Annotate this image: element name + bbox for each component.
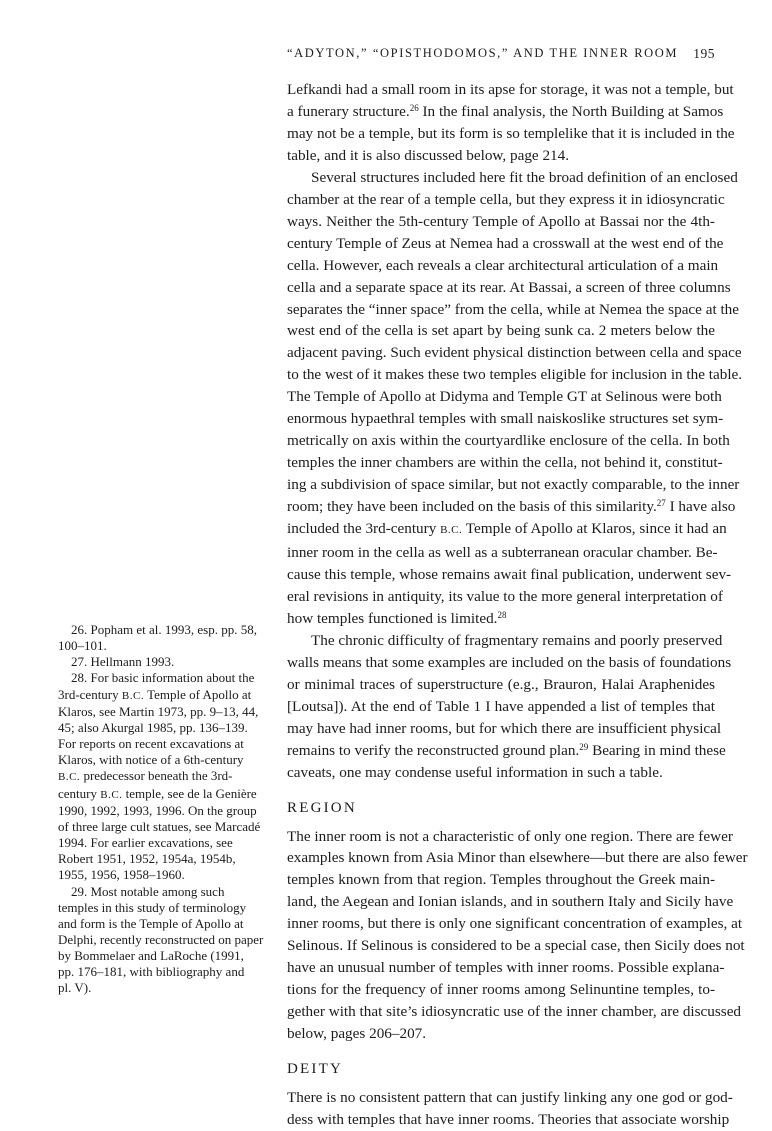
text-line — [287, 496, 736, 518]
footnote-line: pp. 176–181, with bibliography and — [58, 964, 245, 980]
footnote-line: For reports on recent excavations at — [58, 736, 244, 752]
small-caps-era: B.C. — [58, 771, 81, 784]
text-line: cella and a separate space at its rear. At Bassai, a screen of three columns — [287, 278, 731, 296]
footnote-line: temples in this study of terminology — [58, 899, 247, 915]
text-line: inner room in the cella as well as a subterranean oracular chamber. Be- — [287, 544, 718, 562]
text-line: separates the “inner space” from the cella, while at Nemea the space at the — [287, 300, 740, 318]
text-line: tions for the frequency of inner rooms among Selinuntine temples, to- — [287, 981, 715, 999]
running-header — [287, 46, 715, 64]
text-line: The Temple of Apollo at Didyma and Temple GT at Selinous were both — [287, 388, 722, 406]
text-line: enormous hypaethral temples with small naiskoslike structures set sym- — [287, 410, 724, 428]
text-line — [287, 608, 715, 630]
text-line: cella. However, each reveals a clear architectural articulation of a main — [287, 256, 719, 274]
text-line: land, the Aegean and Ionian islands, and in southern Italy and Sicily have — [287, 893, 734, 911]
text-line: caveats, one may condense useful information in such a table. — [287, 763, 663, 781]
footnote-line: 1955, 1956, 1958–1960. — [58, 867, 185, 883]
paragraph — [287, 1087, 733, 1131]
footnote-line: 45; also Akurgal 1985, pp. 136–139. — [58, 719, 248, 735]
text-span: century — [58, 785, 101, 801]
text-span: I have also — [665, 498, 736, 516]
text-line: west end of the cella is set apart by being sunk ca. 2 meters below the — [287, 322, 715, 340]
text-line: Lefkandi had a small room in its apse for storage, it was not a temple, but — [287, 81, 734, 98]
section-heading-region: REGION — [287, 799, 357, 816]
section-heading-deity: DEITY — [287, 1061, 343, 1078]
footnote-line: 27. Hellmann 1993. — [71, 654, 175, 670]
footnote-line: Klaros, with notice of a 6th-century — [58, 752, 244, 768]
text-line: table, and it is also discussed below, page 214. — [287, 146, 570, 164]
text-line: eral revisions in antiquity, its value to the more general interpretation of — [287, 587, 723, 605]
footnote-line — [58, 786, 258, 803]
footnote-line: by Bommelaer and LaRoche (1991, — [58, 948, 244, 964]
footnote-line: 1990, 1992, 1993, 1996. On the group — [58, 802, 257, 818]
footnotes — [58, 622, 264, 997]
text-line: walls means that some examples are included on the basis of foundations — [287, 653, 732, 671]
text-line — [287, 518, 727, 542]
footnote-line: 28. For basic information about the — [71, 670, 255, 686]
text-span: a funerary structure. — [287, 102, 410, 120]
text-line: temples known from that region. Temples throughout the Greek main- — [287, 871, 715, 889]
text-line: Selinous. If Selinous is considered to be a special case, then Sicily does not — [287, 937, 745, 955]
footnote-ref[interactable]: 26 — [409, 102, 419, 113]
text-line: chamber at the rear of a temple cella, but they express it in idiosyncratic — [287, 190, 725, 208]
paragraph — [287, 826, 748, 1046]
text-line: gether with that site’s idiosyncratic use of the inner chamber, are discussed — [287, 1003, 742, 1021]
text-span: Temple of Apollo at Klaros, since it had an — [462, 520, 727, 538]
footnote-line: Robert 1951, 1952, 1954a, 1954b, — [58, 851, 236, 867]
text-line: There is no consistent pattern that can justify linking any one god or god- — [287, 1089, 733, 1107]
footnote-line: of three large cult statues, see Marcadé — [58, 818, 261, 834]
paragraph — [287, 630, 732, 784]
text-line: examples known from Asia Minor than elsewhere—but there are also fewer — [287, 849, 748, 867]
text-span: how temples functioned is limited. — [287, 609, 498, 627]
text-line: may not be a temple, but its form is so templelike that it is included in the — [287, 124, 735, 142]
footnote-line: and form is the Temple of Apollo at — [58, 915, 244, 931]
text-line: below, pages 206–207. — [287, 1025, 427, 1043]
footnote-line: 26. Popham et al. 1993, esp. pp. 58, — [71, 622, 257, 637]
text-line: temples the inner chambers are within the cella, not behind it, constitut- — [287, 454, 723, 472]
text-span: room; they have been included on the basis of this similarity. — [287, 498, 657, 516]
text-line: or minimal traces of superstructure (e.g., Brauron, Halai Araphenides — [287, 675, 715, 693]
footnote-line: 1994. For earlier excavations, see — [58, 835, 233, 851]
text-span: Temple of Apollo at — [144, 686, 252, 702]
small-caps-era: B.C. — [100, 788, 123, 801]
text-line: The inner room is not a characteristic of only one region. There are fewer — [287, 827, 733, 845]
text-line: century Temple of Zeus at Nemea had a crosswall at the west end of the — [287, 234, 724, 252]
text-line: dess with temples that have inner rooms. Theories that associate worship — [287, 1110, 730, 1128]
text-line: have an unusual number of temples with inner rooms. Possible explana- — [287, 959, 725, 977]
text-line: may have had inner rooms, but for which there are insufficient physical — [287, 719, 722, 737]
text-line: ways. Neither the 5th-century Temple of Apollo at Bassai nor the 4th- — [287, 212, 715, 230]
small-caps-era: B.C. — [440, 524, 463, 537]
footnote-ref[interactable]: 27 — [656, 498, 666, 509]
footnote-line: 29. Most notable among such — [71, 883, 225, 899]
footnote-line: Klaros, see Martin 1973, pp. 9–13, 44, — [58, 703, 259, 719]
text-line: ing a subdivision of space similar, but not exactly comparable, to the inner — [287, 476, 740, 494]
footnote-line — [58, 687, 258, 704]
text-line — [287, 740, 726, 762]
paragraph — [287, 167, 743, 630]
text-span: included the 3rd-century — [287, 520, 441, 538]
footnote-line — [58, 768, 258, 785]
footnote-ref[interactable]: 28 — [497, 609, 507, 620]
text-line: Several structures included here fit the broad definition of an enclosed — [311, 168, 738, 186]
text-line: adjacent paving. Such evident physical distinction between cella and space — [287, 344, 742, 362]
page-number: 195 — [693, 46, 715, 61]
text-span: predecessor beneath the 3rd- — [80, 768, 233, 784]
running-title: “ADYTON,” “OPISTHODOMOS,” AND THE INNER ROOM — [287, 46, 679, 60]
text-line: metrically on axis within the courtyardlike enclosure of the cella. In both — [287, 432, 730, 450]
small-caps-era: B.C. — [121, 689, 145, 702]
paragraph — [287, 79, 735, 167]
text-line: inner rooms, but there is only one significant concentration of examples, at — [287, 915, 743, 933]
text-line: cause this temple, whose remains await final publication, underwent sev- — [287, 565, 732, 583]
main-text-column — [287, 79, 748, 1131]
footnote-line: pl. V). — [58, 980, 92, 996]
text-line — [287, 101, 724, 123]
text-span: In the final analysis, the North Building at Samos — [418, 102, 724, 120]
text-line: [Loutsa]). At the end of Table 1 I have appended a list of temples that — [287, 697, 715, 715]
text-line: to the west of it makes these two temples eligible for inclusion in the table. — [287, 366, 743, 384]
text-span: 3rd-century — [58, 686, 122, 702]
footnote-line: Delphi, recently reconstructed on paper — [58, 931, 264, 947]
text-span: temple, see de la Genière — [122, 785, 257, 801]
text-line: The chronic difficulty of fragmentary remains and poorly preserved — [311, 631, 723, 649]
footnote-ref[interactable]: 29 — [579, 741, 589, 752]
footnote-line: 100–101. — [58, 638, 107, 654]
text-span: remains to verify the reconstructed ground plan. — [287, 741, 580, 759]
text-span: Bearing in mind these — [588, 741, 726, 759]
